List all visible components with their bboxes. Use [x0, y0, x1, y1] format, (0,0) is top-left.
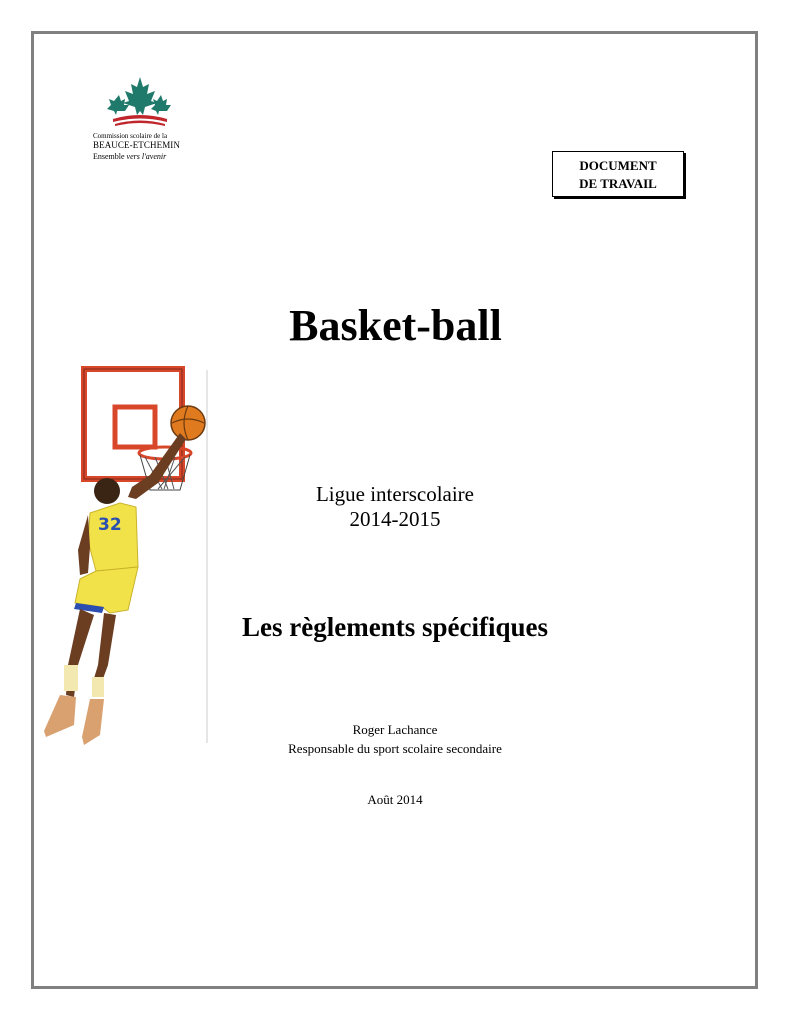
logo-line-commission: Commission scolaire de la	[93, 132, 168, 140]
doc-box-line1: DOCUMENT	[579, 158, 657, 173]
jersey-number: 32	[98, 515, 122, 535]
doc-box-line2: DE TRAVAIL	[579, 176, 657, 191]
league-subtitle	[235, 482, 555, 532]
document-date: Août 2014	[367, 792, 423, 807]
logo-line-board-name: BEAUCE-ETCHEMIN	[93, 140, 180, 150]
league-name: Ligue interscolaire	[315, 482, 474, 506]
document-status-box	[552, 151, 684, 197]
season-years: 2014-2015	[349, 507, 441, 531]
rules-heading: Les règlements spécifiques	[242, 612, 548, 642]
page-title: Basket-ball	[289, 301, 502, 350]
basketball-player-illustration	[40, 365, 210, 745]
school-board-logo	[93, 75, 203, 165]
author-name: Roger Lachance	[352, 722, 438, 737]
author-block	[220, 720, 570, 758]
maple-leaf-book-icon	[105, 75, 175, 131]
logo-tagline: Ensemble vers l'avenir	[93, 152, 167, 161]
author-role: Responsable du sport scolaire secondaire	[288, 741, 502, 756]
